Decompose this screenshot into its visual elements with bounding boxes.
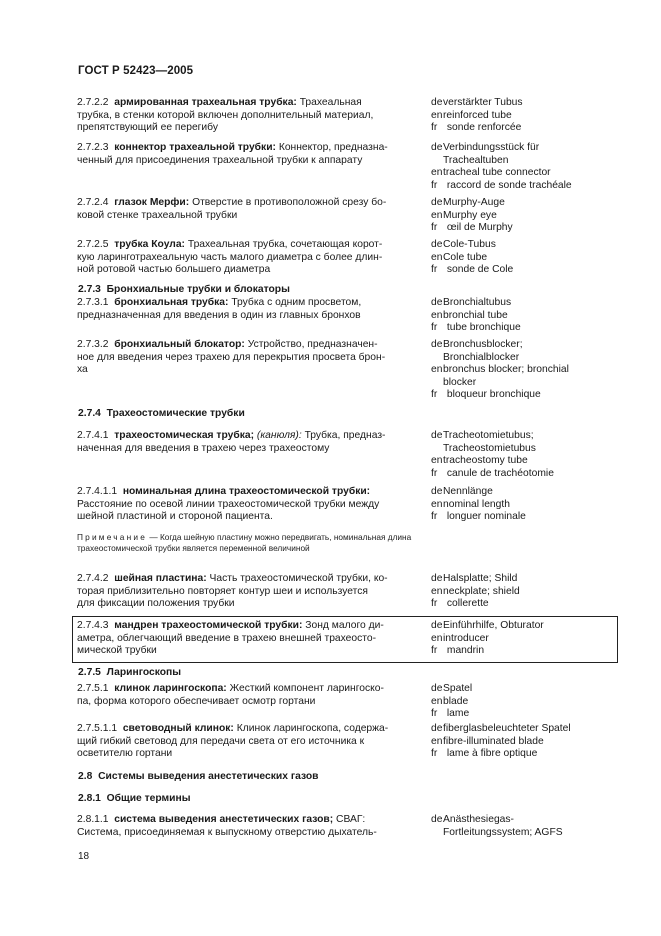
note: Примечание — Когда шейную пластину можно передвигать, номинальная длина трахеостомической трубки является переменной величиной — [77, 532, 412, 553]
language-code: fr — [431, 748, 438, 760]
language-code: en — [431, 309, 443, 321]
definition-line: ха — [77, 364, 88, 376]
translation-text: Anästhesiegas- — [443, 814, 514, 825]
term-title: световодный клинок: — [122, 723, 234, 734]
term-number: 2.7.4.2 — [77, 573, 109, 584]
definition-line: ной ротовой частью большего диаметра — [77, 264, 271, 276]
language-code: fr — [431, 322, 438, 334]
definition-line: щий гибкий световод для передачи света от его источника к — [77, 735, 365, 747]
translation-line — [431, 155, 621, 168]
language-code: fr — [431, 389, 438, 401]
translation-text: longuer nominale — [446, 511, 526, 523]
definition-line: шейной пластиной и стороной пациента. — [77, 511, 273, 523]
term-definition — [77, 814, 415, 839]
translation-text: Fortleitungssystem; AGFS — [443, 826, 563, 838]
translation-text: reinforced tube — [443, 109, 512, 121]
term-number: 2.7.4.3 — [77, 620, 109, 631]
term-translations — [431, 814, 621, 839]
translation-line — [431, 210, 621, 223]
term-translations — [431, 142, 621, 192]
term-synonym: (канюля): — [254, 430, 302, 441]
translation-text: Halsplatte; Shild — [443, 573, 518, 584]
term-title: бронхиальный блокатор: — [114, 339, 245, 350]
translation-line — [431, 364, 621, 377]
translation-text: verstärkter Tubus — [443, 97, 523, 108]
translation-text: Tracheostomietubus — [443, 442, 536, 454]
term-title: система выведения анестетических газов; — [114, 814, 334, 825]
section-heading: 2.8.1 Общие термины — [78, 793, 191, 804]
language-code: fr — [431, 708, 438, 720]
translation-line — [431, 814, 621, 827]
translation-line — [431, 573, 621, 586]
language-code: de — [431, 723, 443, 734]
language-code: en — [431, 735, 443, 747]
language-code: en — [431, 251, 443, 263]
translation-line — [431, 322, 621, 335]
term-title: коннектор трахеальной трубки: — [114, 142, 276, 153]
term-definition — [77, 683, 415, 708]
translation-line — [431, 736, 621, 749]
translation-text: mandrin — [446, 645, 485, 657]
language-code: fr — [431, 222, 438, 234]
language-code: fr — [431, 179, 438, 191]
term-title: шейная пластина: — [114, 573, 207, 584]
definition-line: ное для введения через трахею для перекрытия просвета брон- — [77, 351, 386, 363]
section-heading: 2.8 Системы выведения анестетических газов — [78, 771, 319, 782]
language-code: de — [431, 620, 443, 631]
language-code: en — [431, 209, 443, 221]
term-definition — [77, 339, 415, 377]
translation-text: tracheostomy tube — [443, 455, 528, 467]
translation-line — [431, 389, 621, 402]
translation-text: fibre-illuminated blade — [443, 735, 544, 747]
language-code: de — [431, 573, 443, 584]
translation-line — [431, 499, 621, 512]
translation-line — [431, 696, 621, 709]
definition-line: осветителю гортани — [77, 748, 173, 760]
term-number: 2.7.3.1 — [77, 297, 109, 308]
term-translations — [431, 683, 621, 721]
definition-line: Трубка с одним просветом, — [228, 297, 362, 308]
language-code: de — [431, 339, 443, 350]
language-code: de — [431, 814, 443, 825]
definition-line: Система, присоединяемая к выпускному отверстию дыхатель- — [77, 826, 377, 838]
translation-text: fiberglasbeleuchteter Spatel — [443, 723, 571, 734]
document-header: ГОСТ Р 52423—2005 — [78, 65, 194, 77]
translation-line — [431, 455, 621, 468]
term-number: 2.7.2.3 — [77, 142, 109, 153]
definition-line: Отверстие в противоположной срезу бо- — [189, 197, 387, 208]
translation-text: lame — [446, 708, 470, 720]
translation-line — [431, 708, 621, 721]
translation-line — [431, 122, 621, 135]
definition-line: Клинок ларингоскопа, содержа- — [233, 723, 389, 734]
term-definition — [77, 142, 415, 167]
translation-line — [431, 430, 621, 443]
definition-line: Трахеальная трубка, сочетающая корот- — [185, 239, 383, 250]
translation-text: neckplate; shield — [443, 585, 520, 597]
definition-line: наченная для введения в трахею через трахеостому — [77, 442, 330, 454]
translation-line — [431, 511, 621, 524]
definition-line: Расстояние по осевой линии трахеостомической трубки между — [77, 498, 380, 510]
section-heading: 2.7.3 Бронхиальные трубки и блокаторы — [78, 284, 290, 295]
translation-line — [431, 723, 621, 736]
term-definition — [77, 97, 415, 135]
term-translations — [431, 620, 621, 658]
translation-text: nominal length — [443, 498, 510, 510]
term-title: бронхиальная трубка: — [114, 297, 229, 308]
section-heading: 2.7.5 Ларингоскопы — [78, 667, 182, 678]
translation-text: Bronchialblocker — [443, 351, 520, 363]
definition-line: СВАГ: — [333, 814, 366, 825]
language-code: fr — [431, 467, 438, 479]
language-code: en — [431, 455, 443, 467]
term-title: трубка Коула: — [114, 239, 185, 250]
translation-line — [431, 197, 621, 210]
translation-text: Trachealtuben — [443, 154, 509, 166]
term-translations — [431, 339, 621, 402]
definition-line: Зонд малого ди- — [302, 620, 384, 631]
translation-text: collerette — [446, 598, 489, 610]
definition-line: аметра, облегчающий введение в трахею внешней трахеосто- — [77, 632, 377, 644]
translation-text: blocker — [443, 376, 477, 388]
translation-line — [431, 377, 621, 390]
language-code: en — [431, 167, 443, 179]
term-definition — [77, 573, 415, 611]
translation-line — [431, 310, 621, 323]
translation-line — [431, 683, 621, 696]
term-translations — [431, 486, 621, 524]
translation-line — [431, 264, 621, 277]
term-number: 2.7.2.4 — [77, 197, 109, 208]
translation-text: bloqueur bronchique — [446, 389, 541, 401]
translation-line — [431, 297, 621, 310]
definition-line: Жесткий компонент ларингоско- — [226, 683, 384, 694]
definition-line: па, форма которого обеспечивает осмотр гортани — [77, 695, 316, 707]
translation-text: sonde de Cole — [446, 264, 514, 276]
term-number: 2.7.5.1.1 — [77, 723, 118, 734]
language-code: de — [431, 683, 443, 694]
term-number: 2.7.4.1 — [77, 430, 109, 441]
translation-line — [431, 827, 621, 840]
term-translations — [431, 723, 621, 761]
definition-line: ченный для присоединения трахеальной трубки к аппарату — [77, 154, 363, 166]
translation-text: œil de Murphy — [446, 222, 513, 234]
definition-line: ковой стенке трахеальной трубки — [77, 209, 238, 221]
term-definition — [77, 723, 415, 761]
translation-text: bronchus blocker; bronchial — [443, 364, 569, 376]
translation-line — [431, 352, 621, 365]
term-translations — [431, 197, 621, 235]
definition-line: Устройство, предназначен- — [244, 339, 378, 350]
definition-line: предназначенная для введения в один из главных бронхов — [77, 309, 361, 321]
term-title: клинок ларингоскопа: — [114, 683, 227, 694]
translation-line — [431, 586, 621, 599]
translation-text: Bronchialtubus — [443, 297, 512, 308]
term-number: 2.7.2.2 — [77, 97, 109, 108]
term-number: 2.7.3.2 — [77, 339, 109, 350]
translation-text: lame à fibre optique — [446, 748, 538, 760]
term-definition — [77, 239, 415, 277]
language-code: en — [431, 109, 443, 121]
translation-text: tracheal tube connector — [443, 167, 551, 179]
translation-text: Spatel — [443, 683, 473, 694]
translation-text: Einführhilfe, Obturator — [443, 620, 544, 631]
translation-line — [431, 443, 621, 456]
term-definition — [77, 297, 415, 322]
translation-text: Tracheotomietubus; — [443, 430, 534, 441]
definition-line: Коннектор, предназна- — [275, 142, 388, 153]
definition-line: препятствующий ее перегибу — [77, 122, 218, 134]
translation-line — [431, 180, 621, 193]
definition-line: Трубка, предназ- — [301, 430, 386, 441]
term-definition — [77, 197, 415, 222]
translation-text: sonde renforcée — [446, 122, 522, 134]
translation-text: blade — [443, 695, 469, 707]
term-title: армированная трахеальная трубка: — [114, 97, 297, 108]
translation-line — [431, 620, 621, 633]
translation-text: introducer — [443, 632, 489, 644]
language-code: de — [431, 97, 443, 108]
term-translations — [431, 239, 621, 277]
language-code: de — [431, 297, 443, 308]
translation-line — [431, 598, 621, 611]
translation-text: raccord de sonde trachéale — [446, 179, 572, 191]
language-code: fr — [431, 645, 438, 657]
definition-line: мической трубки — [77, 645, 157, 657]
translation-text: canule de trachéotomie — [446, 467, 554, 479]
translation-line — [431, 142, 621, 155]
term-title: глазок Мерфи: — [114, 197, 190, 208]
term-definition — [77, 620, 415, 658]
translation-line — [431, 645, 621, 658]
term-definition — [77, 486, 415, 524]
term-translations — [431, 430, 621, 480]
translation-line — [431, 468, 621, 481]
term-number: 2.8.1.1 — [77, 814, 109, 825]
definition-line: Трахеальная — [296, 97, 362, 108]
language-code: de — [431, 197, 443, 208]
section-heading: 2.7.4 Трахеостомические трубки — [78, 408, 245, 419]
translation-line — [431, 339, 621, 352]
translation-line — [431, 110, 621, 123]
page-number: 18 — [78, 851, 90, 862]
definition-line: Часть трахеостомической трубки, ко- — [206, 573, 388, 584]
definition-line: кую ларинготрахеальную часть малого диаметра с более длин- — [77, 251, 383, 263]
translation-text: Cole tube — [443, 251, 488, 263]
translation-line — [431, 97, 621, 110]
term-translations — [431, 97, 621, 135]
term-title: мандрен трахеостомической трубки: — [114, 620, 303, 631]
term-title: трахеостомическая трубка; — [114, 430, 255, 441]
translation-line — [431, 239, 621, 252]
translation-text: Nennlänge — [443, 486, 493, 497]
term-definition — [77, 430, 415, 455]
language-code: de — [431, 486, 443, 497]
term-translations — [431, 297, 621, 335]
translation-text: Murphy-Auge — [443, 197, 505, 208]
translation-text: Murphy eye — [443, 209, 497, 221]
language-code: en — [431, 695, 443, 707]
term-number: 2.7.5.1 — [77, 683, 109, 694]
language-code: fr — [431, 598, 438, 610]
translation-text: Cole-Tubus — [443, 239, 496, 250]
language-code: de — [431, 430, 443, 441]
language-code: fr — [431, 511, 438, 523]
language-code: de — [431, 142, 443, 153]
definition-line: торая приблизительно повторяет контур шеи и используется — [77, 585, 368, 597]
language-code: en — [431, 632, 443, 644]
term-title: номинальная длина трахеостомической трубки: — [122, 486, 371, 497]
translation-line — [431, 633, 621, 646]
translation-text: tube bronchique — [446, 322, 521, 334]
term-number: 2.7.2.5 — [77, 239, 109, 250]
definition-line: трубка, в стенки которой включен дополнительный материал, — [77, 109, 374, 121]
translation-text: bronchial tube — [443, 309, 508, 321]
language-code: de — [431, 239, 443, 250]
term-translations — [431, 573, 621, 611]
definition-line: для фиксации положения трубки — [77, 598, 235, 610]
translation-line — [431, 252, 621, 265]
translation-line — [431, 167, 621, 180]
language-code: fr — [431, 122, 438, 134]
translation-line — [431, 748, 621, 761]
language-code: en — [431, 498, 443, 510]
term-number: 2.7.4.1.1 — [77, 486, 118, 497]
language-code: en — [431, 585, 443, 597]
translation-line — [431, 222, 621, 235]
translation-text: Bronchusblocker; — [443, 339, 523, 350]
translation-text: Verbindungsstück für — [443, 142, 540, 153]
language-code: fr — [431, 264, 438, 276]
translation-line — [431, 486, 621, 499]
language-code: en — [431, 364, 443, 376]
